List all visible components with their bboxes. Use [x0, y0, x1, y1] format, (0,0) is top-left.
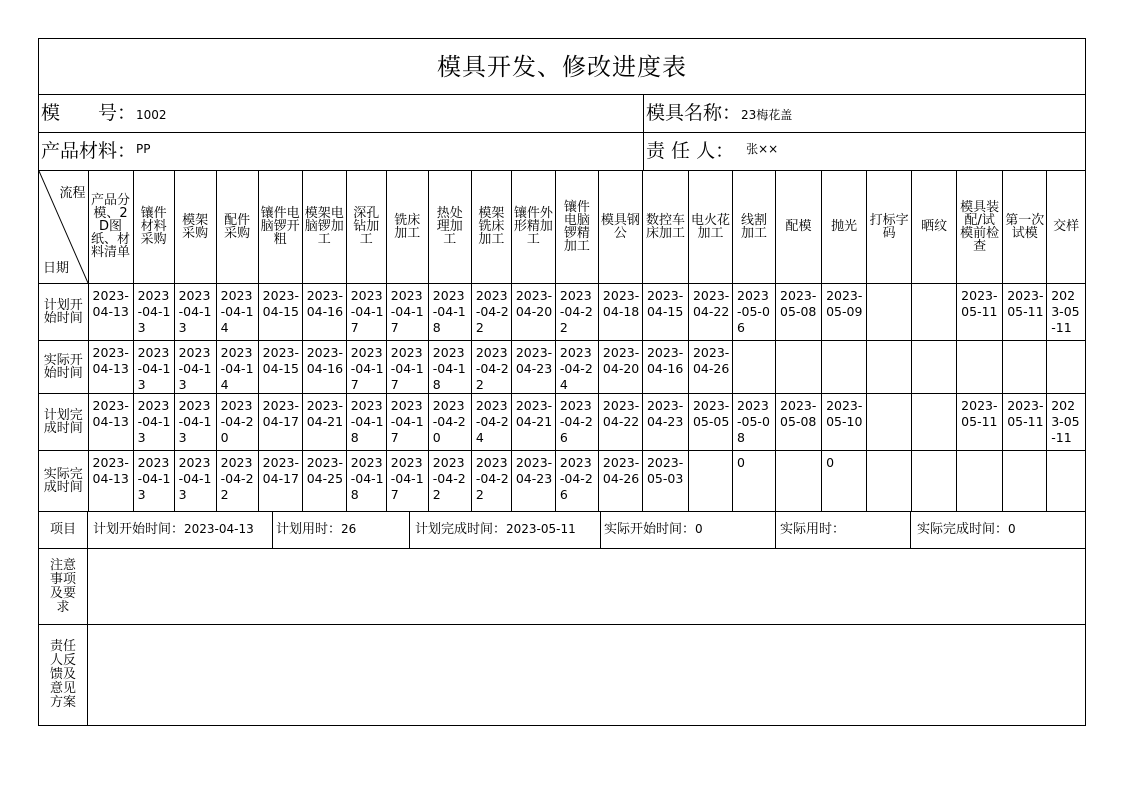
plan-end-value: 2023-05-11: [506, 522, 576, 536]
date-cell[interactable]: 2023-04-14: [216, 283, 258, 340]
date-cell[interactable]: [912, 340, 957, 393]
mold-no-cell: [39, 95, 644, 132]
process-header-4: 配件采购: [216, 171, 258, 283]
date-cell[interactable]: 2023-04-16: [302, 340, 346, 393]
actual-end-label: 实际完成时间：: [917, 522, 1009, 537]
date-cell[interactable]: [1047, 340, 1085, 393]
date-cell[interactable]: 2023-05-10: [822, 393, 867, 450]
process-header-16: 线割加工: [733, 171, 776, 283]
row-label: 计划完成时间: [39, 393, 88, 450]
mold-name-cell: [644, 95, 1085, 132]
date-cell[interactable]: [688, 450, 732, 511]
process-header-8: 铣床加工: [386, 171, 428, 283]
process-header-9: 热处理加工: [428, 171, 471, 283]
date-cell[interactable]: [957, 450, 1003, 511]
notes-row: [39, 549, 1085, 625]
notes-label: 注意事项及要求: [49, 557, 76, 615]
date-cell[interactable]: 2023-04-16: [642, 340, 688, 393]
mold-name-value: 23梅花盖: [741, 108, 793, 122]
date-cell[interactable]: 2023-05-06: [733, 283, 776, 340]
plan-days-label: 计划用时：: [276, 522, 342, 537]
table-row: [39, 393, 1085, 450]
process-header-14: 数控车床加工: [642, 171, 688, 283]
date-cell[interactable]: 2023-04-23: [511, 340, 555, 393]
date-cell[interactable]: 2023-04-17: [386, 340, 428, 393]
mold-no-value: 1002: [136, 108, 167, 122]
date-cell[interactable]: [912, 393, 957, 450]
date-cell[interactable]: 2023-04-17: [258, 450, 302, 511]
date-cell[interactable]: 2023-04-22: [471, 283, 511, 340]
material-cell: [39, 133, 644, 170]
actual-start-label: 实际开始时间：: [604, 522, 696, 537]
date-cell[interactable]: 2023-04-13: [88, 393, 133, 450]
date-cell[interactable]: 2023-04-20: [598, 340, 642, 393]
info-row-mold: [39, 95, 1085, 133]
plan-start-label: 计划开始时间：: [93, 522, 185, 537]
process-header-12: 镶件电脑锣精加工: [555, 171, 598, 283]
actual-days-cell: [776, 511, 911, 548]
date-cell[interactable]: 2023-05-08: [776, 393, 822, 450]
date-cell[interactable]: [867, 393, 912, 450]
actual-days-label: 实际用时：: [780, 522, 846, 537]
date-cell[interactable]: 2023-04-22: [471, 340, 511, 393]
date-cell[interactable]: 2023-04-13: [174, 450, 216, 511]
date-cell[interactable]: 2023-04-13: [174, 340, 216, 393]
date-cell[interactable]: 2023-04-18: [428, 283, 471, 340]
date-cell[interactable]: [776, 340, 822, 393]
date-cell[interactable]: 2023-04-15: [642, 283, 688, 340]
date-cell[interactable]: 2023-04-18: [428, 340, 471, 393]
table-row: [39, 450, 1085, 511]
date-cell[interactable]: 2023-04-26: [555, 393, 598, 450]
date-cell[interactable]: 2023-04-22: [598, 393, 642, 450]
date-cell[interactable]: 2023-04-18: [346, 450, 386, 511]
process-header-23: 交样: [1047, 171, 1085, 283]
date-cell[interactable]: 2023-05-05: [688, 393, 732, 450]
row-label: 实际完成时间: [39, 450, 88, 511]
feedback-row: [39, 625, 1085, 725]
mold-name-label: 模具名称：: [646, 102, 742, 124]
date-cell[interactable]: [1003, 450, 1047, 511]
process-grid: [39, 171, 1085, 512]
corner-cell: [39, 171, 88, 283]
actual-end-cell: [911, 511, 1085, 548]
date-cell[interactable]: 2023-04-13: [174, 283, 216, 340]
date-cell[interactable]: [822, 340, 867, 393]
date-cell[interactable]: 2023-04-18: [598, 283, 642, 340]
date-cell[interactable]: 2023-04-17: [386, 393, 428, 450]
owner-value: 张××: [746, 142, 779, 156]
title-text: 模具开发、修改进度表: [437, 53, 687, 81]
date-cell[interactable]: 2023-04-22: [216, 450, 258, 511]
feedback-label-cell: [39, 625, 88, 725]
date-cell[interactable]: [867, 283, 912, 340]
process-header-17: 配模: [776, 171, 822, 283]
date-cell[interactable]: 2023-05-11: [1003, 283, 1047, 340]
date-cell[interactable]: 2023-04-21: [302, 393, 346, 450]
table-row: [39, 283, 1085, 340]
date-cell[interactable]: 2023-04-17: [258, 393, 302, 450]
date-cell[interactable]: 2023-04-24: [471, 393, 511, 450]
date-cell[interactable]: 2023-04-22: [688, 283, 732, 340]
date-cell[interactable]: 2023-04-13: [133, 283, 174, 340]
actual-end-value: 0: [1008, 522, 1016, 536]
date-cell[interactable]: [912, 283, 957, 340]
mold-no-label: 模 号：: [41, 102, 137, 124]
date-cell[interactable]: 0: [733, 450, 776, 511]
process-header-18: 抛光: [822, 171, 867, 283]
feedback-label: 责任人反馈及意见方案: [49, 639, 76, 710]
owner-cell: [644, 133, 1085, 170]
process-header-1: 产品分模、2D图纸、材料清单: [88, 171, 133, 283]
date-cell[interactable]: 2023-04-18: [346, 393, 386, 450]
date-cell[interactable]: 2023-04-15: [258, 283, 302, 340]
process-header-5: 镶件电脑锣开粗: [258, 171, 302, 283]
process-header-10: 模架铣床加工: [471, 171, 511, 283]
date-cell[interactable]: 2023-04-23: [642, 393, 688, 450]
process-header-2: 镶件材料采购: [133, 171, 174, 283]
date-cell[interactable]: 2023-05-11: [1047, 393, 1085, 450]
feedback-content[interactable]: [88, 625, 1085, 725]
date-cell[interactable]: [1003, 340, 1047, 393]
date-cell[interactable]: 2023-04-14: [216, 340, 258, 393]
date-cell[interactable]: [912, 450, 957, 511]
actual-start-cell: [601, 511, 776, 548]
date-cell[interactable]: 2023-04-17: [346, 340, 386, 393]
plan-start-value: 2023-04-13: [184, 522, 254, 536]
date-cell[interactable]: 2023-04-13: [88, 283, 133, 340]
material-label: 产品材料：: [41, 140, 137, 162]
info-row-material: [39, 133, 1085, 171]
date-cell[interactable]: 2023-05-08: [733, 393, 776, 450]
date-cell[interactable]: 2023-04-21: [511, 393, 555, 450]
plan-days-value: 26: [341, 522, 357, 536]
date-cell[interactable]: 2023-04-26: [598, 450, 642, 511]
row-label: 实际开始时间: [39, 340, 88, 393]
process-header-15: 电火花加工: [688, 171, 732, 283]
date-cell[interactable]: 2023-05-09: [822, 283, 867, 340]
process-header-3: 模架采购: [174, 171, 216, 283]
date-cell[interactable]: 2023-04-17: [386, 450, 428, 511]
date-cell[interactable]: [867, 340, 912, 393]
date-cell[interactable]: 2023-05-11: [957, 393, 1003, 450]
plan-start-cell: [88, 511, 273, 548]
date-cell[interactable]: 2023-04-20: [216, 393, 258, 450]
process-header-6: 模架电脑锣加工: [302, 171, 346, 283]
date-cell[interactable]: 2023-04-22: [428, 450, 471, 511]
actual-start-value: 0: [695, 522, 703, 536]
project-row: [39, 511, 1085, 549]
date-cell[interactable]: 2023-05-11: [957, 283, 1003, 340]
date-cell[interactable]: 0: [822, 450, 867, 511]
owner-label: 责 任 人：: [646, 140, 735, 162]
row-label: 计划开始时间: [39, 283, 88, 340]
date-cell[interactable]: [776, 450, 822, 511]
plan-end-cell: [410, 511, 601, 548]
notes-label-cell: [39, 549, 88, 624]
date-cell[interactable]: 2023-04-13: [133, 340, 174, 393]
date-cell[interactable]: 2023-05-03: [642, 450, 688, 511]
date-cell[interactable]: 2023-04-23: [511, 450, 555, 511]
date-cell[interactable]: 2023-04-26: [555, 450, 598, 511]
date-cell[interactable]: 2023-04-17: [346, 283, 386, 340]
plan-days-cell: [273, 511, 410, 548]
date-cell[interactable]: 2023-04-13: [174, 393, 216, 450]
date-cell[interactable]: 2023-04-16: [302, 283, 346, 340]
process-header-20: 晒纹: [912, 171, 957, 283]
date-cell[interactable]: 2023-04-15: [258, 340, 302, 393]
date-cell[interactable]: 2023-05-11: [1003, 393, 1047, 450]
process-header-13: 模具钢公: [598, 171, 642, 283]
date-cell[interactable]: 2023-04-13: [88, 340, 133, 393]
corner-date-label: 日期: [43, 260, 70, 276]
date-cell[interactable]: [867, 450, 912, 511]
date-cell[interactable]: 2023-04-25: [302, 450, 346, 511]
material-value: PP: [136, 142, 151, 156]
date-cell[interactable]: 2023-05-11: [1047, 283, 1085, 340]
date-cell[interactable]: 2023-04-22: [471, 450, 511, 511]
date-cell[interactable]: [733, 340, 776, 393]
project-label: 项目: [39, 511, 88, 548]
process-header-11: 镶件外形精加工: [511, 171, 555, 283]
plan-end-label: 计划完成时间：: [415, 522, 507, 537]
date-cell[interactable]: [1047, 450, 1085, 511]
date-cell[interactable]: 2023-04-20: [428, 393, 471, 450]
table-row: [39, 340, 1085, 393]
date-cell[interactable]: 2023-04-20: [511, 283, 555, 340]
date-cell[interactable]: 2023-04-13: [88, 450, 133, 511]
date-cell[interactable]: 2023-04-24: [555, 340, 598, 393]
date-cell[interactable]: 2023-04-17: [386, 283, 428, 340]
date-cell[interactable]: 2023-04-13: [133, 393, 174, 450]
date-cell[interactable]: 2023-04-13: [133, 450, 174, 511]
corner-process-label: 流程: [59, 186, 86, 201]
progress-sheet: [38, 38, 1086, 726]
process-header-21: 模具装配/试模前检查: [957, 171, 1003, 283]
process-header-22: 第一次试模: [1003, 171, 1047, 283]
notes-content[interactable]: [88, 549, 1085, 624]
process-header-row: [39, 171, 1085, 283]
date-cell[interactable]: 2023-04-22: [555, 283, 598, 340]
date-cell[interactable]: 2023-05-08: [776, 283, 822, 340]
date-cell[interactable]: 2023-04-26: [688, 340, 732, 393]
date-cell[interactable]: [957, 340, 1003, 393]
process-header-7: 深孔钻加工: [346, 171, 386, 283]
process-header-19: 打标字码: [867, 171, 912, 283]
sheet-title: [39, 39, 1085, 95]
